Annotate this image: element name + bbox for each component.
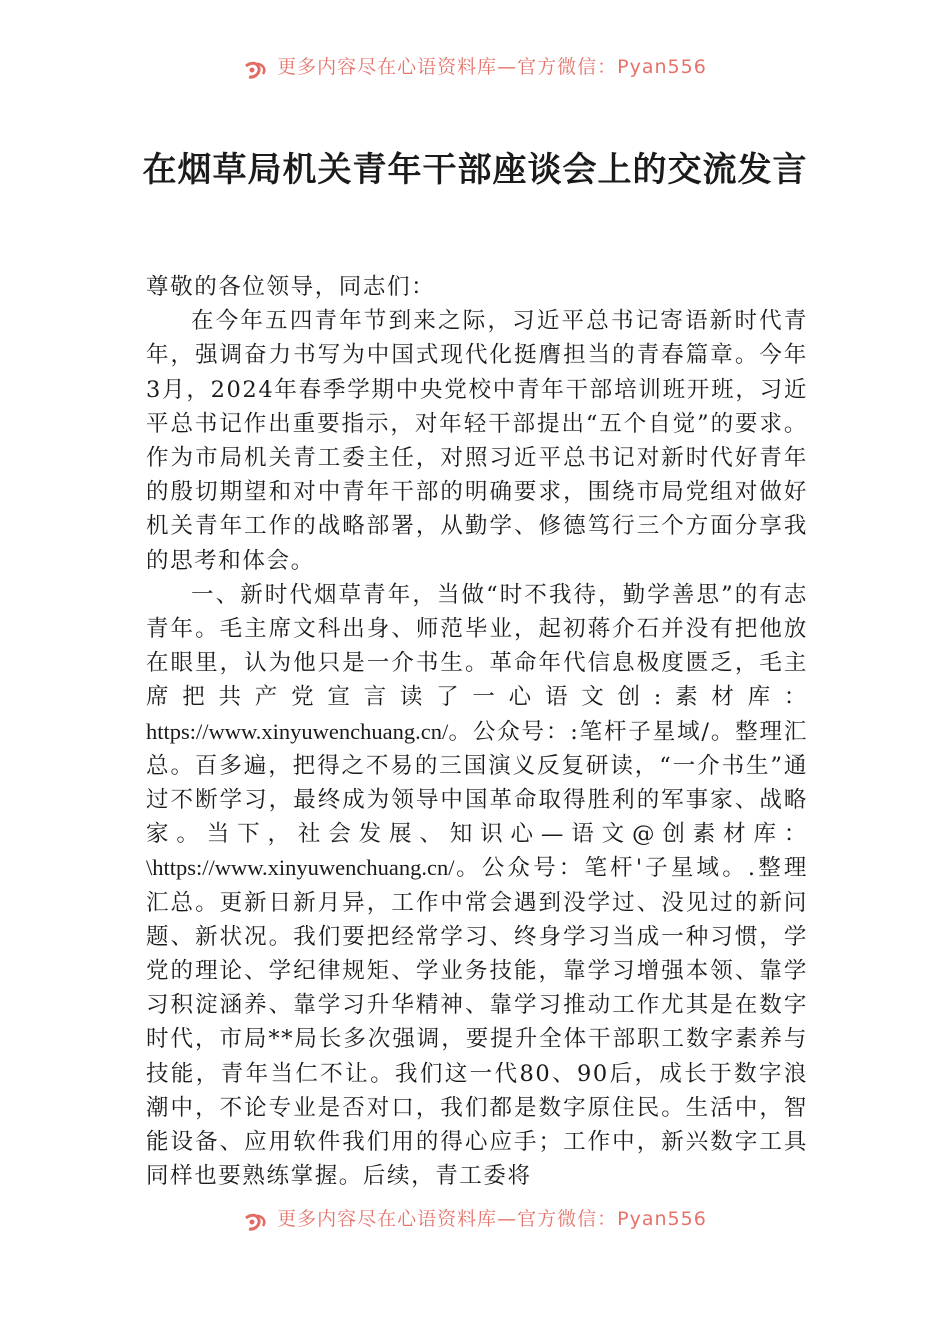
source-url-1: https://www.xinyuwenchuang.cn/ [146, 718, 449, 744]
footer-watermark-text: 更多内容尽在心语资料库—官方微信：Pyan556 [277, 1208, 707, 1230]
brand-logo-icon [243, 60, 269, 82]
paragraph-section-one-part-3: 。公众号：笔杆'子星域。.整理汇总。更新日新月异，工作中常会遇到没学过、没见过的新问题、新状况。我们要把经常学习、终身学习当成一种习惯，学党的理论、学纪律规矩、学业务技能，靠学习增强本领、靠学习积淀涵养、靠学习升华精神、靠学习推动工作尤其是在数字时代，市局**局长多次强调，要提升全体干部职工数字素养与技能，青年当仁不让。我们这一代80、90后，成长于数字浪潮中，不论专业是否对口，我们都是数字原住民。生活中，智能设备、应用软件我们用的得心应手；工作中，新兴数字工具同样也要熟练掌握。后续，青工委将 [146, 855, 808, 1190]
footer-watermark-banner [0, 1208, 950, 1238]
paragraph-section-one-part-2: 。公众号：:笔杆子星域/。整理汇总。百多遍，把得之不易的三国演义反复研读，“一介书生”通过不断学习，最终成为领导中国革命取得胜利的军事家、战略家。当下，社会发展、知识心—语文@创素材库： [146, 718, 808, 848]
source-url-2: \https://www.xinyuwenchuang.cn/ [146, 855, 455, 881]
document-title: 在烟草局机关青年干部座谈会上的交流发言 [142, 150, 808, 190]
paragraph-section-one-part-1: 一、新时代烟草青年，当做“时不我待，勤学善思”的有志青年。毛主席文科出身、师范毕业，起初蒋介石并没有把他放在眼里，认为他只是一介书生。革命年代信息极度匮乏，毛主席把共产党宣言读了一心语文创:素材库： [146, 581, 808, 711]
brand-logo-icon [243, 1212, 269, 1234]
header-watermark-text: 更多内容尽在心语资料库—官方微信：Pyan556 [277, 56, 707, 78]
header-watermark-banner [0, 56, 950, 86]
paragraph-section-one [146, 578, 808, 1194]
paragraph-intro: 在今年五四青年节到来之际，习近平总书记寄语新时代青年，强调奋力书写为中国式现代化挺膺担当的青春篇章。今年3月，2024年春季学期中央党校中青年干部培训班开班，习近平总书记作出重要指示，对年轻干部提出“五个自觉”的要求。作为市局机关青工委主任，对照习近平总书记对新时代好青年的殷切期望和对中青年干部的明确要求，围绕市局党组对做好机关青年工作的战略部署，从勤学、修德笃行三个方面分享我的思考和体会。 [146, 308, 808, 574]
salutation: 尊敬的各位领导，同志们： [146, 274, 436, 300]
document-body [146, 270, 808, 1193]
